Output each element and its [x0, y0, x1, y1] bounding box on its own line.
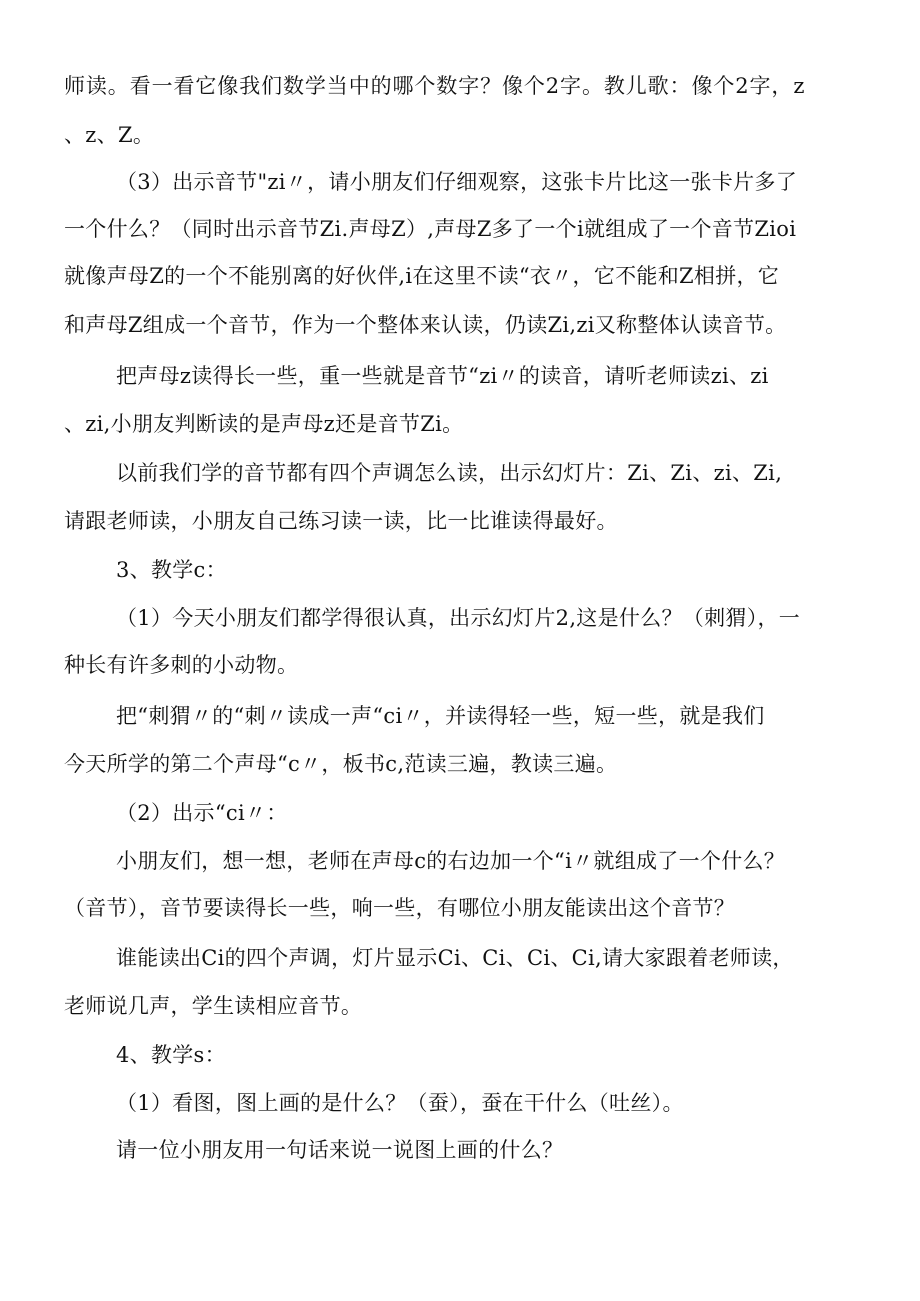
text-line: 就像声母Z的一个不能别离的好伙伴,i在这里不读“衣〃，它不能和Z相拼，它 — [64, 264, 780, 288]
text-line: 请跟老师读，小朋友自己练习读一读，比一比谁读得最好。 — [64, 509, 618, 533]
text-line: 小朋友们，想一想，老师在声母c的右边加一个“i〃就组成了一个什么？ — [116, 849, 786, 873]
text-line: 今天所学的第二个声母“c〃，板书c,范读三遍，教读三遍。 — [64, 752, 618, 776]
text-line: 师读。看一看它像我们数学当中的哪个数字？像个2字。教儿歌：像个2字，z — [64, 74, 806, 98]
text-line: 一个什么？（同时出示音节Zi.声母Z）,声母Z多了一个i就组成了一个音节Zioi — [64, 217, 797, 241]
section-heading: 4、教学s： — [116, 1043, 226, 1067]
text-line: 把“刺猬〃的“刺〃读成一声“ci〃，并读得轻一些，短一些，就是我们 — [116, 704, 765, 728]
text-line: 请一位小朋友用一句话来说一说图上画的什么？ — [116, 1138, 564, 1162]
text-line: 以前我们学的音节都有四个声调怎么读，出示幻灯片：Zi、Zi、zi、Zi, — [116, 461, 783, 485]
text-line: 、z、Z。 — [64, 123, 155, 147]
text-line: 谁能读出Ci的四个声调，灯片显示Ci、Ci、Ci、Ci,请大家跟着老师读， — [116, 946, 794, 970]
text-line: 种长有许多刺的小动物。 — [64, 653, 299, 677]
text-line: （1）看图，图上画的是什么？（蚕），蚕在干什么（吐丝）。 — [116, 1091, 684, 1115]
text-line: 老师说几声，学生读相应音节。 — [64, 994, 363, 1018]
section-heading: 3、教学c： — [116, 558, 227, 582]
text-line: （2）出示“ci〃： — [116, 801, 288, 825]
text-line: （1）今天小朋友们都学得很认真，出示幻灯片2,这是什么？（刺猬），一 — [116, 606, 801, 630]
text-line: （音节），音节要读得长一些，响一些，有哪位小朋友能读出这个音节？ — [64, 896, 736, 920]
text-line: （3）出示音节"zi〃，请小朋友们仔细观察，这张卡片比这一张卡片多了 — [116, 170, 797, 194]
text-line: 、zi,小朋友判断读的是声母z还是音节Zi。 — [64, 412, 464, 436]
text-line: 和声母Z组成一个音节，作为一个整体来认读，仍读Zi,zi又称整体认读音节。 — [64, 313, 787, 337]
text-line: 把声母z读得长一些，重一些就是音节“zi〃的读音，请听老师读zi、zi — [116, 364, 769, 388]
